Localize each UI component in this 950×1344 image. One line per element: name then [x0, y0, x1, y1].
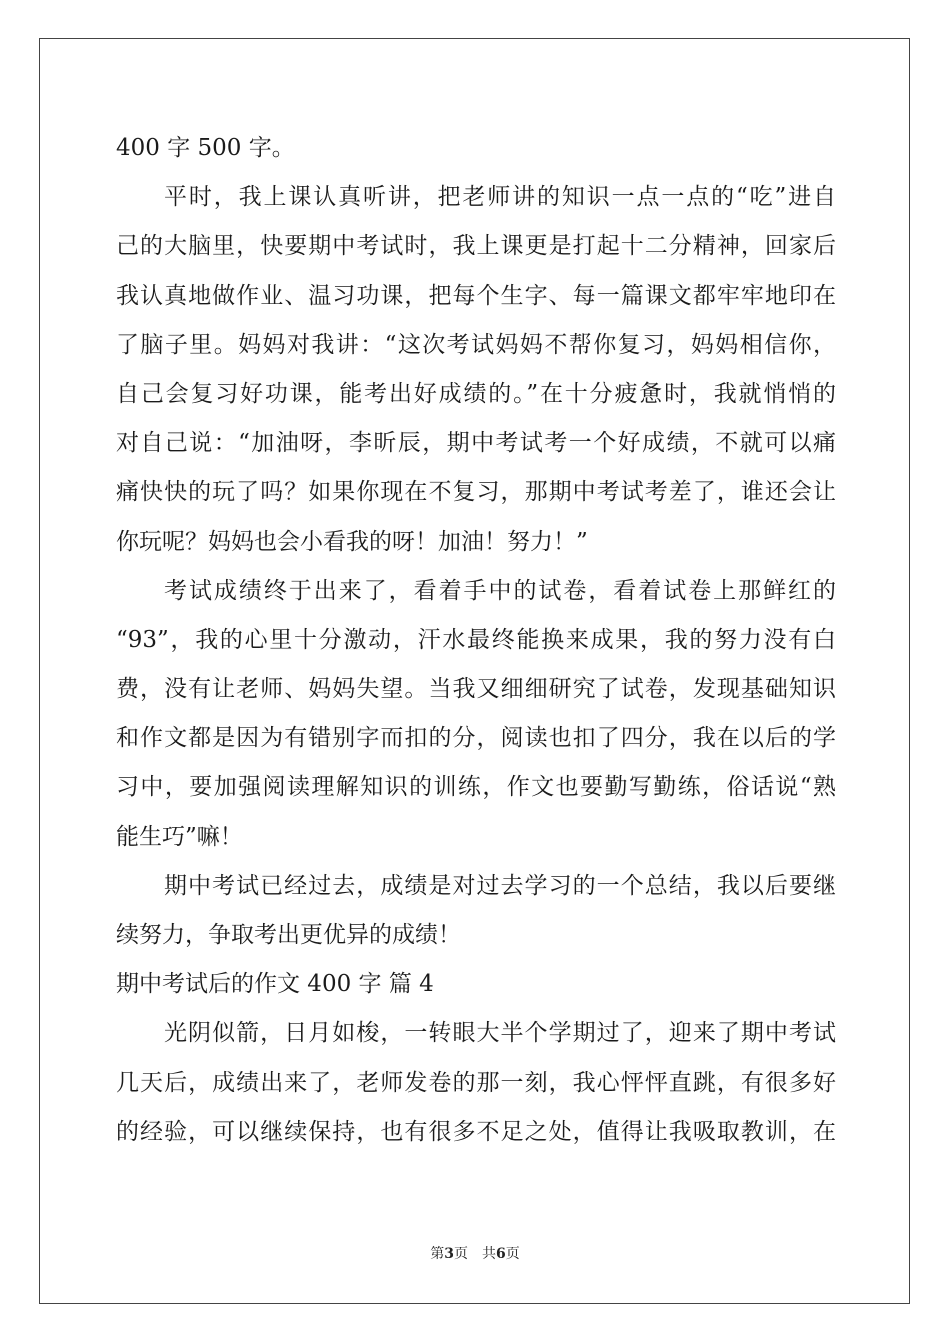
text-line: 你玩呢？妈妈也会小看我的呀！加油！努力！”	[116, 528, 588, 555]
text-line: 几天后，成绩出来了，老师发卷的那一刻，我心怦怦直跳，有很多好	[116, 1069, 836, 1096]
page-footer	[0, 1244, 950, 1264]
paragraph-start-line: 平时，我上课认真听讲，把老师讲的知识一点一点的“吃”进自	[164, 184, 836, 211]
text-line: 对自己说：“加油呀，李昕辰，期中考试考一个好成绩，不就可以痛	[116, 430, 836, 457]
total-page-number: 6	[496, 1246, 506, 1262]
text-line: 痛快快的玩了吗？如果你现在不复习，那期中考试考差了，谁还会让	[116, 479, 836, 506]
current-page-number: 3	[444, 1246, 454, 1262]
footer-suffix: 页	[505, 1246, 520, 1262]
text-line: 的经验，可以继续保持，也有很多不足之处，值得让我吸取教训，在	[116, 1118, 836, 1145]
text-line: 能生巧”嘛！	[116, 823, 243, 850]
text-line: 了脑子里。妈妈对我讲：“这次考试妈妈不帮你复习，妈妈相信你，	[116, 331, 836, 358]
text-line: “93”，我的心里十分激动，汗水最终能换来成果，我的努力没有白	[116, 626, 836, 653]
paragraph-start-line: 期中考试已经过去，成绩是对过去学习的一个总结，我以后要继	[164, 872, 836, 899]
section-heading: 期中考试后的作文 400 字 篇 4	[116, 971, 434, 998]
text-line: 自己会复习好功课，能考出好成绩的。”在十分疲惫时，我就悄悄的	[116, 380, 836, 407]
text-line: 我认真地做作业、温习功课，把每个生字、每一篇课文都牢牢地印在	[116, 282, 836, 309]
footer-middle: 页 共	[454, 1246, 496, 1262]
footer-prefix: 第	[430, 1246, 445, 1262]
document-body	[116, 124, 836, 1157]
text-line: 续努力，争取考出更优异的成绩！	[116, 922, 461, 948]
text-line: 费，没有让老师、妈妈失望。当我又细细研究了试卷，发现基础知识	[116, 676, 836, 703]
paragraph-start-line: 光阴似箭，日月如梭，一转眼大半个学期过了，迎来了期中考试	[164, 1020, 836, 1047]
paragraph-start-line: 考试成绩终于出来了，看着手中的试卷，看着试卷上那鲜红的	[164, 577, 836, 604]
text-line: 400 字 500 字。	[116, 135, 295, 161]
text-line: 己的大脑里，快要期中考试时，我上课更是打起十二分精神，回家后	[116, 233, 836, 260]
text-line: 习中，要加强阅读理解知识的训练，作文也要勤写勤练，俗话说“熟	[116, 774, 836, 801]
text-line: 和作文都是因为有错别字而扣的分，阅读也扣了四分，我在以后的学	[116, 725, 836, 752]
